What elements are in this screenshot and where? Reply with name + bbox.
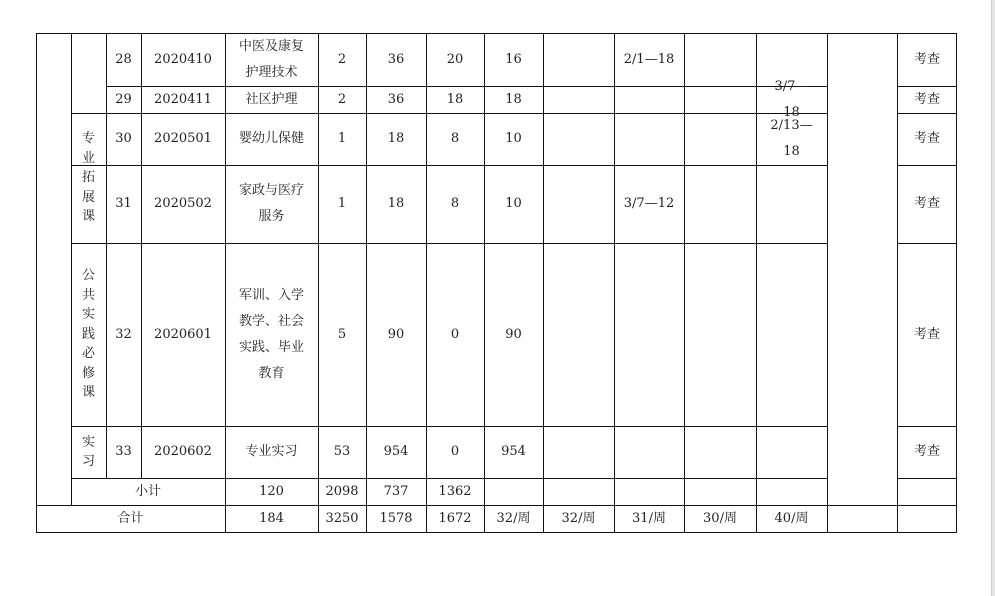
- assessment-method: 考查: [913, 131, 940, 146]
- course-code: 2020602: [154, 444, 212, 459]
- semester-3: [684, 165, 756, 243]
- subtotal-hours: 2098: [325, 483, 359, 499]
- subtotal-theory: 737: [383, 483, 409, 499]
- subtotal-practice: 1362: [438, 483, 472, 499]
- theory-hours: 0: [450, 326, 460, 342]
- theory-hours: 20: [446, 51, 464, 67]
- semester-3: [684, 86, 756, 113]
- credits: 1: [337, 131, 347, 146]
- semester-4: 3/7—18: [774, 78, 809, 120]
- course-name: 婴幼儿保健: [238, 131, 304, 146]
- assessment-method: 考查: [913, 91, 940, 107]
- semester-3: [684, 33, 756, 86]
- credits: 2: [337, 91, 347, 107]
- theory-hours: 18: [446, 91, 464, 107]
- credits: 1: [337, 196, 347, 211]
- course-name: 家政与医疗服务: [238, 183, 304, 224]
- practice-hours: 10: [505, 131, 522, 146]
- credits: 53: [333, 444, 351, 459]
- course-name: 专业实习: [245, 444, 298, 459]
- row-number: 28: [115, 51, 132, 67]
- category-internship: 实习: [81, 434, 95, 469]
- semester-2: [614, 86, 684, 113]
- assessment-method: 考查: [913, 444, 940, 459]
- total-hours: 3250: [325, 511, 359, 526]
- row-number: 30: [115, 131, 132, 146]
- semester-1: [543, 33, 614, 86]
- semester-2: [614, 243, 684, 426]
- semester-1: [543, 243, 614, 426]
- semester-1: [543, 426, 614, 478]
- total-practice: 1672: [438, 511, 472, 526]
- total-hours: 36: [387, 91, 405, 107]
- category-major-extension: 专业拓展课: [81, 131, 95, 225]
- credits: 5: [337, 326, 347, 342]
- semester-2: 3/7—12: [623, 196, 675, 211]
- total-theory: 1578: [379, 511, 413, 526]
- theory-hours: 0: [450, 444, 460, 459]
- total-hours: 36: [387, 51, 405, 67]
- semester-3: [684, 426, 756, 478]
- practice-hours: 90: [505, 326, 522, 342]
- subtotal-label: 小计: [134, 483, 161, 499]
- total-hours: 90: [387, 326, 405, 342]
- course-code: 2020411: [154, 91, 212, 107]
- row-number: 32: [115, 326, 132, 342]
- row-number: 31: [115, 196, 132, 211]
- semester-4: [756, 243, 827, 426]
- page-edge: [991, 0, 995, 596]
- total-hours: 18: [387, 131, 405, 146]
- course-code: 2020502: [154, 196, 212, 211]
- total-weeks-4: 30/周: [703, 511, 737, 526]
- semester-1: [543, 165, 614, 243]
- total-weeks-2: 32/周: [561, 511, 596, 526]
- practice-hours: 954: [501, 444, 526, 459]
- semester-4: [756, 165, 827, 243]
- total-credits: 184: [259, 511, 284, 526]
- course-code: 2020501: [154, 131, 212, 146]
- assessment-method: 考查: [913, 196, 940, 211]
- curriculum-table: [36, 33, 957, 533]
- total-label: 合计: [117, 511, 144, 526]
- assessment-method: 考查: [913, 326, 940, 342]
- category-public-practice: 公共实践必修课: [81, 268, 95, 401]
- semester-3: [684, 243, 756, 426]
- total-weeks-5: 40/周: [774, 511, 809, 526]
- total-weeks-3: 31/周: [632, 511, 666, 526]
- row-number: 29: [115, 91, 132, 107]
- practice-hours: 16: [505, 51, 522, 67]
- course-code: 2020410: [154, 51, 212, 67]
- course-name: 社区护理: [245, 91, 298, 107]
- semester-1: [543, 113, 614, 165]
- assessment-method: 考查: [913, 51, 940, 67]
- semester-3: [684, 113, 756, 165]
- total-hours: 18: [387, 196, 405, 211]
- theory-hours: 8: [450, 196, 460, 211]
- practice-hours: 10: [505, 196, 522, 211]
- practice-hours: 18: [505, 91, 522, 107]
- course-code: 2020601: [154, 326, 212, 342]
- course-name: 军训、入学教学、社会实践、毕业教育: [238, 287, 304, 381]
- subtotal-credits: 120: [259, 483, 284, 499]
- semester-2: 2/1—18: [623, 51, 675, 67]
- semester-2: [614, 113, 684, 165]
- semester-2: [614, 426, 684, 478]
- total-hours: 954: [383, 444, 409, 459]
- credits: 2: [337, 51, 347, 67]
- semester-4: 2/13—18: [770, 118, 813, 159]
- semester-1: [543, 86, 614, 113]
- row-number: 33: [115, 444, 132, 459]
- course-name: 中医及康复护理技术: [238, 38, 304, 80]
- theory-hours: 8: [450, 131, 460, 146]
- total-weeks-1: 32/周: [496, 511, 531, 526]
- semester-4: [756, 426, 827, 478]
